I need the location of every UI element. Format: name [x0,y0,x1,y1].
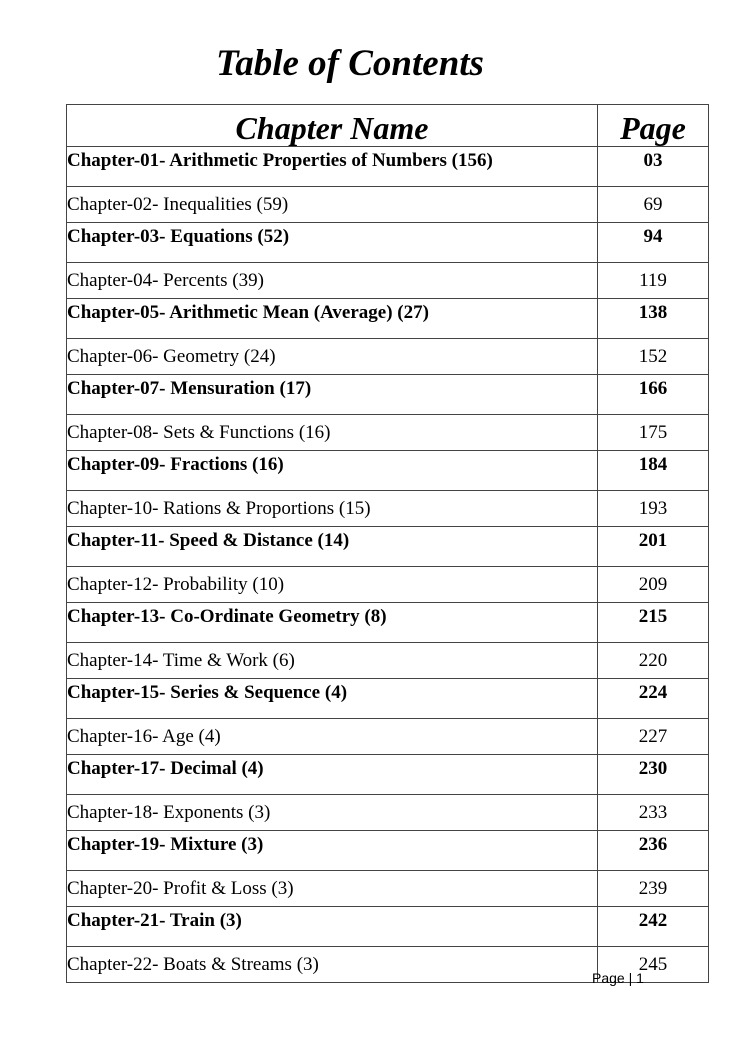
toc-row [67,567,709,603]
toc-row [67,299,709,339]
toc-row [67,223,709,263]
toc-row [67,719,709,755]
page-number-cell: 03 [598,147,709,187]
chapter-name-cell: Chapter-16- Age (4) [67,719,598,755]
chapter-name-cell: Chapter-12- Probability (10) [67,567,598,603]
chapter-name-cell: Chapter-18- Exponents (3) [67,795,598,831]
toc-header-row [67,105,709,147]
page-number-cell: 69 [598,187,709,223]
page-number-cell: 138 [598,299,709,339]
page-number-cell: 230 [598,755,709,795]
page-number-footer: Page | 1 [592,970,644,986]
chapter-name-cell: Chapter-14- Time & Work (6) [67,643,598,679]
toc-row [67,147,709,187]
chapter-name-header: Chapter Name [67,105,598,147]
toc-row [67,375,709,415]
page-header: Page [598,105,709,147]
page-number-cell: 209 [598,567,709,603]
toc-row [67,795,709,831]
toc-row [67,187,709,223]
page-title: Table of Contents [216,43,484,84]
chapter-name-cell: Chapter-13- Co-Ordinate Geometry (8) [67,603,598,643]
toc-row [67,679,709,719]
page-number-cell: 242 [598,907,709,947]
chapter-name-cell: Chapter-09- Fractions (16) [67,451,598,491]
chapter-name-cell: Chapter-03- Equations (52) [67,223,598,263]
toc-row [67,451,709,491]
toc-row [67,831,709,871]
chapter-name-cell: Chapter-02- Inequalities (59) [67,187,598,223]
chapter-name-cell: Chapter-10- Rations & Proportions (15) [67,491,598,527]
toc-row [67,263,709,299]
chapter-name-cell: Chapter-05- Arithmetic Mean (Average) (27) [67,299,598,339]
page-number-cell: 119 [598,263,709,299]
toc-table [66,104,709,983]
page-number-cell: 239 [598,871,709,907]
page-number-cell: 201 [598,527,709,567]
page-number-cell: 233 [598,795,709,831]
page-number-cell: 175 [598,415,709,451]
page-number-cell: 236 [598,831,709,871]
toc-row [67,603,709,643]
chapter-name-cell: Chapter-19- Mixture (3) [67,831,598,871]
page-number-cell: 152 [598,339,709,375]
page-number-cell: 215 [598,603,709,643]
chapter-name-cell: Chapter-08- Sets & Functions (16) [67,415,598,451]
chapter-name-cell: Chapter-01- Arithmetic Properties of Numbers (156) [67,147,598,187]
toc-row [67,755,709,795]
page-number-cell: 224 [598,679,709,719]
chapter-name-cell: Chapter-11- Speed & Distance (14) [67,527,598,567]
page-number-cell: 166 [598,375,709,415]
chapter-name-cell: Chapter-17- Decimal (4) [67,755,598,795]
toc-row [67,643,709,679]
chapter-name-cell: Chapter-22- Boats & Streams (3) [67,947,598,983]
page-number-cell: 227 [598,719,709,755]
chapter-name-cell: Chapter-15- Series & Sequence (4) [67,679,598,719]
page-number-cell: 94 [598,223,709,263]
toc-row [67,871,709,907]
chapter-name-cell: Chapter-06- Geometry (24) [67,339,598,375]
page-number-cell: 245 [598,947,709,983]
toc-row [67,527,709,567]
chapter-name-cell: Chapter-21- Train (3) [67,907,598,947]
toc-body [67,147,709,983]
page-number-cell: 193 [598,491,709,527]
page-number-cell: 220 [598,643,709,679]
toc-row [67,415,709,451]
toc-row [67,491,709,527]
toc-row [67,339,709,375]
toc-row [67,907,709,947]
chapter-name-cell: Chapter-07- Mensuration (17) [67,375,598,415]
page-number-cell: 184 [598,451,709,491]
chapter-name-cell: Chapter-20- Profit & Loss (3) [67,871,598,907]
chapter-name-cell: Chapter-04- Percents (39) [67,263,598,299]
